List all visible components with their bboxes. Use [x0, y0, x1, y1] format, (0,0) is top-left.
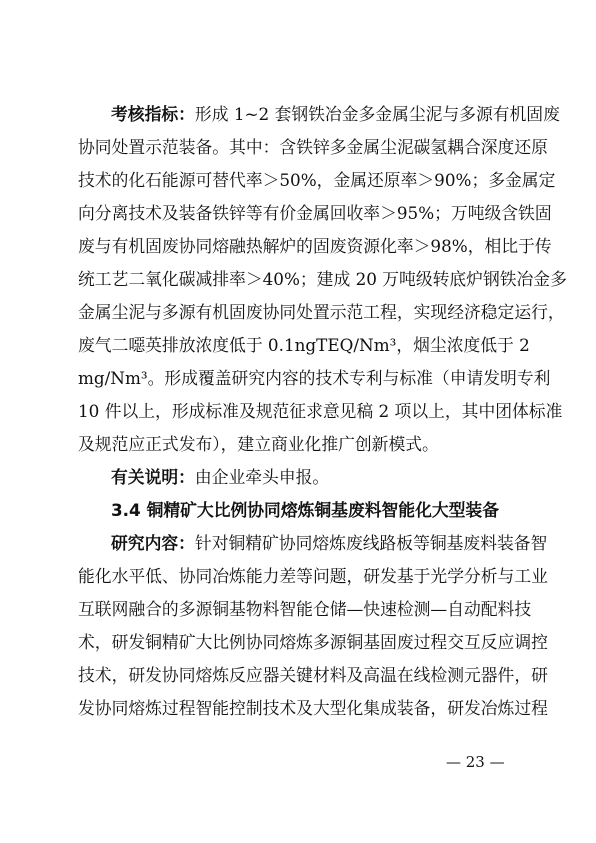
notes-line [111, 463, 518, 491]
assessment-line-3: 技术的化石能源可替代率＞50%，金属还原率＞90%；多金属定 [78, 170, 556, 190]
assessment-line-7: 金属尘泥与多源有机固废协同处置示范工程，实现经济稳定运行， [78, 302, 565, 322]
research-line-1 [111, 529, 548, 557]
assessment-line-10: 10 件以上，形成标准及规范征求意见稿 2 项以上，其中团体标准 [78, 401, 563, 421]
research-line-6: 发协同熔炼过程智能控制技术及大型化集成装备，研发冶炼过程 [78, 698, 548, 718]
assessment-line-6: 统工艺二氧化碳减排率＞40%；建成 20 万吨级转底炉钢铁冶金多 [78, 269, 567, 289]
assessment-line-2: 协同处置示范装备。其中：含铁锌多金属尘泥碳氢耦合深度还原 [78, 137, 548, 157]
research-text-1: 针对铜精矿协同熔炼废线路板等铜基废料装备智 [194, 533, 548, 553]
assessment-line-1 [111, 100, 560, 128]
assessment-line-8: 废气二噁英排放浓度低于 0.1ngTEQ/Nm³，烟尘浓度低于 2 [78, 335, 530, 355]
assessment-line-9: mg/Nm³。形成覆盖研究内容的技术专利与标准（申请发明专利 [78, 368, 551, 388]
assessment-line-11: 及规范应正式发布），建立商业化推广创新模式。 [78, 434, 439, 454]
assessment-line-4: 向分离技术及装备铁锌等有价金属回收率＞95%；万吨级含铁固 [78, 203, 552, 223]
assessment-line-5: 废与有机固废协同熔融热解炉的固废资源化率＞98%，相比于传 [78, 236, 552, 256]
page-number: — 23 — [446, 753, 505, 771]
research-label: 研究内容： [111, 533, 195, 553]
assessment-label: 考核指标： [111, 104, 195, 124]
research-line-5: 技术，研发协同熔炼反应器关键材料及高温在线检测元器件，研 [78, 665, 548, 685]
notes-label: 有关说明： [111, 467, 195, 487]
research-line-2: 能化水平低、协同冶炼能力差等问题，研发基于光学分析与工业 [78, 566, 548, 586]
research-line-4: 术，研发铜精矿大比例协同熔炼多源铜基固废过程交互反应调控 [78, 632, 548, 652]
assessment-text-1: 形成 1~2 套钢铁冶金多金属尘泥与多源有机固废 [194, 104, 560, 124]
notes-text: 由企业牵头申报。 [194, 467, 330, 487]
research-line-3: 互联网融合的多源铜基物料智能仓储—快速检测—自动配料技 [78, 599, 532, 619]
section-heading: 3.4 铜精矿大比例协同熔炼铜基废料智能化大型装备 [111, 500, 499, 520]
